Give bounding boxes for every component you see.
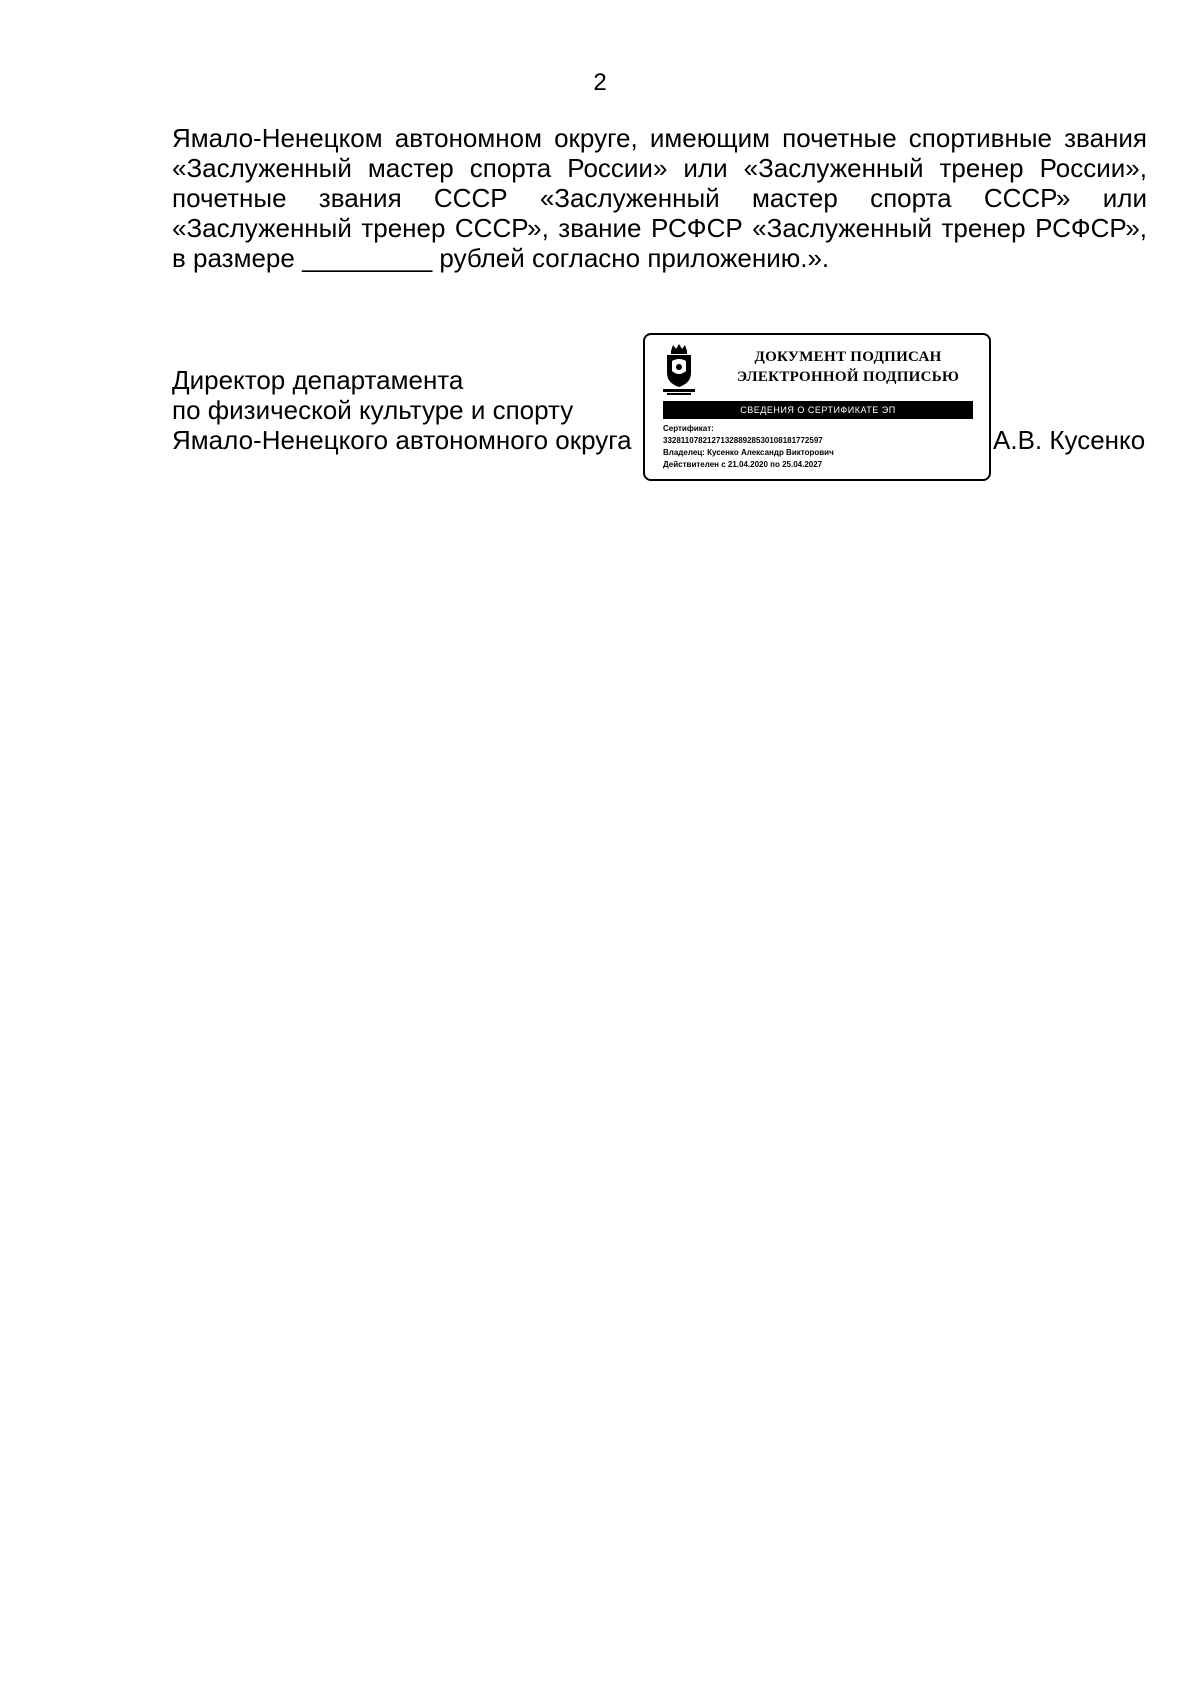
stamp-title [715,347,981,387]
body-line: «Заслуженный мастер спорта России» или «Заслуженный тренер России», [172,153,1147,183]
certificate-owner: Владелец: Кусенко Александр Викторович [663,448,834,457]
electronic-signature-stamp [643,333,991,481]
certificate-number: 332811078212713288928530108181772597 [663,436,823,445]
certificate-details [663,423,834,471]
stamp-title-line: ЭЛЕКТРОННОЙ ПОДПИСЬЮ [736,369,960,385]
coat-of-arms-icon [659,343,699,397]
body-line: почетные звания СССР «Заслуженный мастер спорта СССР» или [172,183,1147,213]
signer-name: А.В. Кусенко [993,425,1146,455]
body-line: «Заслуженный тренер СССР», звание РСФСР «Заслуженный тренер РСФСР», [172,213,1147,243]
certificate-info-header: СВЕДЕНИЯ О СЕРТИФИКАТЕ ЭП [663,401,973,419]
signatory-position [172,365,632,455]
body-line: в размере _________ рублей согласно приложению.». [172,243,830,273]
body-paragraph [172,123,1147,273]
certificate-label: Сертификат: [663,424,714,433]
page-number: 2 [593,69,607,96]
stamp-title-line: ДОКУМЕНТ ПОДПИСАН [754,349,942,365]
certificate-validity: Действителен с 21.04.2020 по 25.04.2027 [663,460,823,469]
position-line: Директор департамента [172,365,464,395]
body-line: Ямало-Ненецком автономном округе, имеющим почетные спортивные звания [172,123,1147,153]
position-line: по физической культуре и спорту [172,395,574,425]
position-line: Ямало-Ненецкого автономного округа [172,425,632,455]
